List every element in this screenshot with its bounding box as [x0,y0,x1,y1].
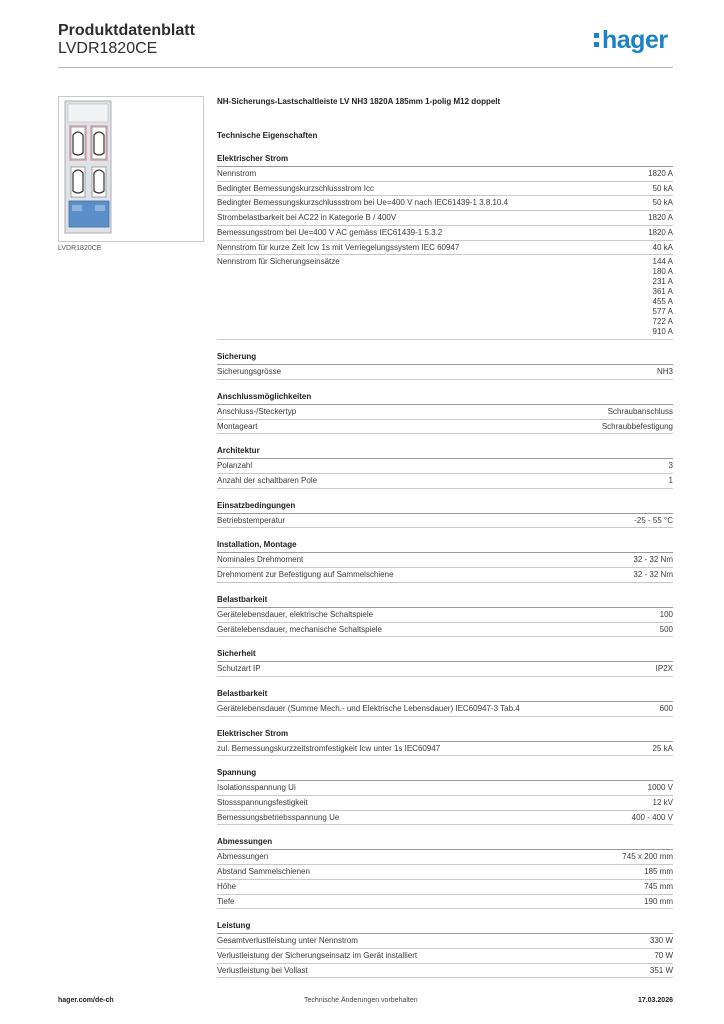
spec-value-item: 577 A [652,307,673,317]
spec-row [217,226,673,241]
spec-section [217,594,673,637]
spec-row [217,811,673,826]
spec-section [217,445,673,488]
spec-value: 745 x 200 mm [622,852,673,862]
spec-value: 12 kV [652,798,673,808]
spec-label: zul. Bemessungskurzzeitstromfestigkeit Icw unter 1s IEC60947 [217,743,441,753]
footer-note: Technische Änderungen vorbehalten [304,997,418,1004]
product-image [58,96,204,242]
spec-row [217,895,673,910]
spec-value: -25 - 55 °C [634,515,673,525]
spec-row [217,934,673,949]
section-title: Sicherung [217,351,673,365]
spec-value: 25 kA [652,743,673,753]
spec-label: Nominales Drehmoment [217,555,304,565]
spec-section [217,351,673,380]
spec-row [217,781,673,796]
spec-value: 100 [659,609,673,619]
spec-row [217,568,673,583]
section-title: Elektrischer Strom [217,728,673,742]
spec-value: 32 - 32 Nm [633,555,673,565]
spec-value: 50 kA [652,198,673,208]
spec-value-item: 180 A [652,267,673,277]
section-title: Elektrischer Strom [217,153,673,167]
spec-value-item: 144 A [652,257,673,267]
hager-logo [594,26,668,54]
spec-label: Höhe [217,881,237,891]
spec-value: 745 mm [644,881,673,891]
spec-row [217,420,673,435]
spec-label: Anzahl der schaltbaren Pole [217,476,318,486]
spec-row [217,880,673,895]
spec-value: 50 kA [652,183,673,193]
spec-row [217,796,673,811]
spec-label: Polanzahl [217,461,253,471]
spec-value: 70 W [654,950,673,960]
footer-date: 17.03.2026 [637,997,673,1004]
spec-row [217,365,673,380]
spec-sections [217,153,673,978]
spec-label: Abstand Sammelschienen [217,867,310,877]
spec-row [217,196,673,211]
spec-label: Tiefe [217,896,235,906]
spec-label: Bemessungsbetriebsspannung Ue [217,812,340,822]
fuse-switch-strip-icon [59,97,203,241]
main-content [217,96,673,989]
section-title: Sicherheit [217,648,673,662]
section-title: Einsatzbedingungen [217,500,673,514]
tech-properties-heading: Technische Eigenschaften [217,131,318,140]
spec-value: 40 kA [652,242,673,252]
footer-url[interactable]: hager.com/de-ch [58,997,114,1004]
spec-label: Montageart [217,421,258,431]
spec-row [217,702,673,717]
logo-dots-icon [594,33,600,51]
spec-row [217,167,673,182]
spec-value: IP2X [655,664,673,674]
spec-row [217,211,673,226]
spec-label: Bemessungsstrom bei Ue=400 V AC gemäss IEC61439-1 5.3.2 [217,227,443,237]
spec-row [217,241,673,256]
spec-label: Nennstrom [217,169,257,178]
spec-label: Betriebstemperatur [217,515,286,525]
spec-value: Schraubanschluss [607,406,673,416]
spec-value: 330 W [649,936,673,946]
section-title: Leistung [217,920,673,934]
spec-row [217,662,673,677]
spec-value: NH3 [656,367,673,377]
spec-label: Abmessungen [217,852,269,862]
spec-label: Nennstrom für kurze Zeit Icw 1s mit Verriegelungssystem IEC 60947 [217,242,460,252]
spec-row [217,742,673,757]
spec-row [217,964,673,979]
spec-value [653,255,673,339]
spec-value: 1000 V [647,783,673,793]
section-title: Spannung [217,767,673,781]
spec-row [217,623,673,638]
spec-label: Bedingter Bemessungskurzschlussstrom bei Ue=400 V nach IEC61439-1 3.8.10.4 [217,198,509,208]
spec-value-item: 722 A [652,317,673,327]
spec-value: 190 mm [644,896,673,906]
spec-row [217,182,673,197]
spec-label: Schutzart IP [217,664,261,674]
spec-row [217,553,673,568]
spec-value: 1820 A [648,169,673,178]
spec-value: 400 - 400 V [631,812,673,822]
spec-row [217,514,673,529]
document-title: Produktdatenblatt [58,22,195,39]
section-title: Installation, Montage [217,539,673,553]
spec-label: Bedingter Bemessungskurzschlussstrom Icc [217,183,374,193]
spec-label: Verlustleistung der Sicherungseinsatz im Gerät installiert [217,950,418,960]
spec-label: Sicherungsgrösse [217,367,282,377]
header [58,22,195,58]
spec-label: Strombelastbarkeit bei AC22 in Kategorie B / 400V [217,213,397,223]
section-title: Anschlussmöglichkeiten [217,391,673,405]
spec-row [217,474,673,489]
spec-value-item: 231 A [652,277,673,287]
spec-label: Gerätelebensdauer, elektrische Schaltspiele [217,609,374,619]
section-title: Abmessungen [217,836,673,850]
spec-value: Schraubbefestigung [601,421,673,431]
spec-label: Gerätelebensdauer, mechanische Schaltspiele [217,624,382,634]
spec-section [217,767,673,825]
spec-section [217,539,673,582]
spec-row [217,405,673,420]
spec-label: Verlustleistung bei Vollast [217,965,308,975]
spec-row [217,850,673,865]
spec-value: 32 - 32 Nm [633,570,673,580]
spec-value: 600 [659,703,673,713]
spec-section [217,153,673,340]
spec-section [217,500,673,529]
section-title: Belastbarkeit [217,594,673,608]
spec-label: Drehmoment zur Befestigung auf Sammelschiene [217,570,394,580]
spec-value: 3 [668,461,673,471]
spec-value: 500 [659,624,673,634]
spec-section [217,836,673,909]
spec-value: 1 [668,476,673,486]
spec-label: Gerätelebensdauer (Summe Mech.- und Elektrische Lebensdauer) IEC60947-3 Tab.4 [217,703,520,713]
spec-row [217,459,673,474]
spec-value: 1820 A [648,227,673,237]
image-caption: LVDR1820CE [58,245,102,252]
spec-label: Nennstrom für Sicherungseinsätze [217,257,340,267]
spec-row [217,255,673,340]
section-title: Belastbarkeit [217,688,673,702]
spec-section [217,728,673,757]
section-title: Architektur [217,445,673,459]
spec-label: Anschluss-/Steckertyp [217,406,297,416]
spec-label: Stossspannungsfestigkeit [217,798,308,808]
header-divider [58,67,673,68]
spec-section [217,688,673,717]
logo-text: hager [602,26,668,54]
spec-section [217,920,673,978]
spec-value: 1820 A [648,213,673,223]
spec-section [217,391,673,434]
product-code: LVDR1820CE [58,40,158,57]
spec-value: 185 mm [644,867,673,877]
spec-row [217,865,673,880]
spec-value: 351 W [649,965,673,975]
spec-value-item: 455 A [652,297,673,307]
spec-section [217,648,673,677]
spec-label: Gesamtverlustleistung unter Nennstrom [217,936,358,946]
spec-row [217,949,673,964]
product-title: NH-Sicherungs-Lastschaltleiste LV NH3 1820A 185mm 1-polig M12 doppelt [217,97,501,106]
spec-value-item: 910 A [652,327,673,337]
spec-row [217,608,673,623]
spec-value-item: 361 A [652,287,673,297]
spec-label: Isolationsspannung Ui [217,783,296,793]
